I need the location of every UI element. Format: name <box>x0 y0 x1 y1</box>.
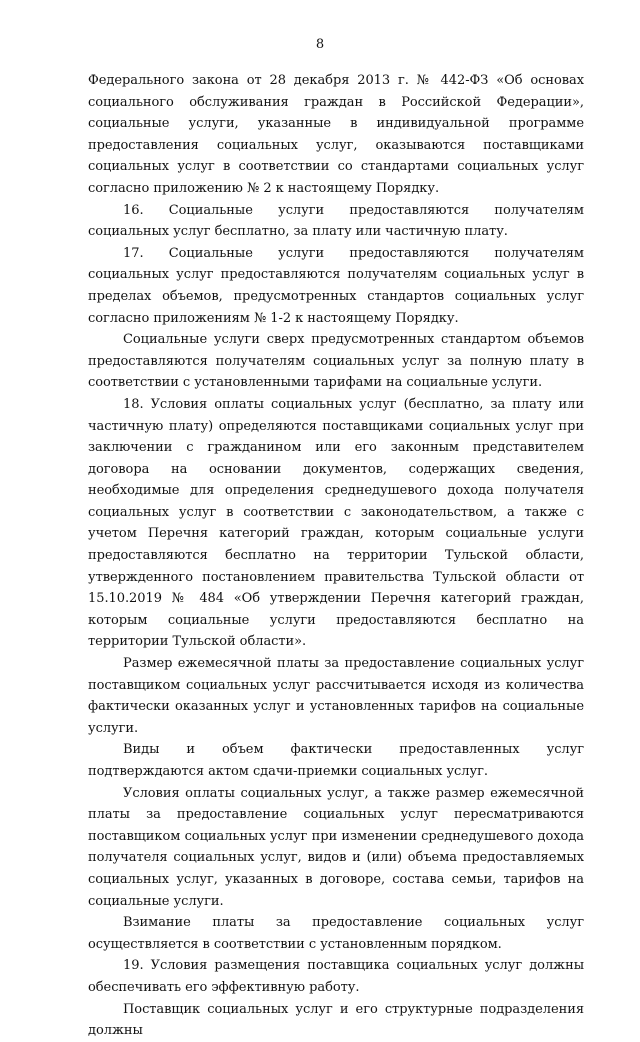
paragraph-payment-revision: Условия оплаты социальных услуг, а также размер ежемесячной платы за предоставление социальных услуг пересматриваются поставщиком социальных услуг при изменении среднедушевого дохода получателя социальных услуг, видов и (или) объема предоставляемых социальных услуг, указанных в договоре, состава семьи, тарифов на социальные услуги. <box>88 785 584 909</box>
paragraph-monthly-fee: Размер ежемесячной платы за предоставление социальных услуг поставщиком социальных услуг рассчитывается исходя из количества фактически оказанных услуг и установленных тарифов на социальные услуги. <box>88 656 584 736</box>
document-body <box>88 70 584 1042</box>
paragraph-17-extra: Социальные услуги сверх предусмотренных стандартом объемов предоставляются получателям социальных услуг за полную плату в соответствии с установленными тарифами на социальные услуги. <box>88 332 584 391</box>
paragraph-fee-collection: Взимание платы за предоставление социальных услуг осуществляется в соответствии с установленным порядком. <box>88 915 584 952</box>
paragraph-16: 16. Социальные услуги предоставляются получателям социальных услуг бесплатно, за плату или частичную плату. <box>88 202 584 240</box>
page-number: 8 <box>315 37 325 52</box>
paragraph-continuation: Федерального закона от 28 декабря 2013 г. № 442-ФЗ «Об основах социального обслуживания граждан в Российской Федерации», социальные услуги, указанные в индивидуальной программе предоставления социальных услуг, оказываются поставщиками социальных услуг в соответствии со стандартами социальных услуг согласно приложению № 2 к настоящему Порядку. <box>88 73 584 196</box>
paragraph-provider-units: Поставщик социальных услуг и его структурные подразделения должны <box>88 1001 584 1039</box>
paragraph-acceptance-act: Виды и объем фактически предоставленных услуг подтверждаются актом сдачи-приемки социальных услуг. <box>88 742 584 779</box>
paragraph-17: 17. Социальные услуги предоставляются получателям социальных услуг предоставляются получателям социальных услуг в пределах объемов, предусмотренных стандартов социальных услуг согласно приложениям № 1-2 к настоящему Порядку. <box>88 245 584 326</box>
paragraph-18: 18. Условия оплаты социальных услуг (бесплатно, за плату или частичную плату) определяются поставщиками социальных услуг при заключении с гражданином или его законным представителем договора на основании документов, содержащих сведения, необходимые для определения среднедушевого дохода получателя социальных услуг в соответствии с законодательством, а также с учетом Перечня категорий граждан, которым социальные услуги предоставляются бесплатно на территории Тульской области, утвержденного постановлением правительства Тульской области от 15.10.2019 № 484 «Об утверждении Перечня категорий граждан, которым социальные услуги предоставляются бесплатно на территории Тульской области». <box>88 396 584 650</box>
paragraph-19: 19. Условия размещения поставщика социальных услуг должны обеспечивать его эффективную работу. <box>88 958 584 995</box>
